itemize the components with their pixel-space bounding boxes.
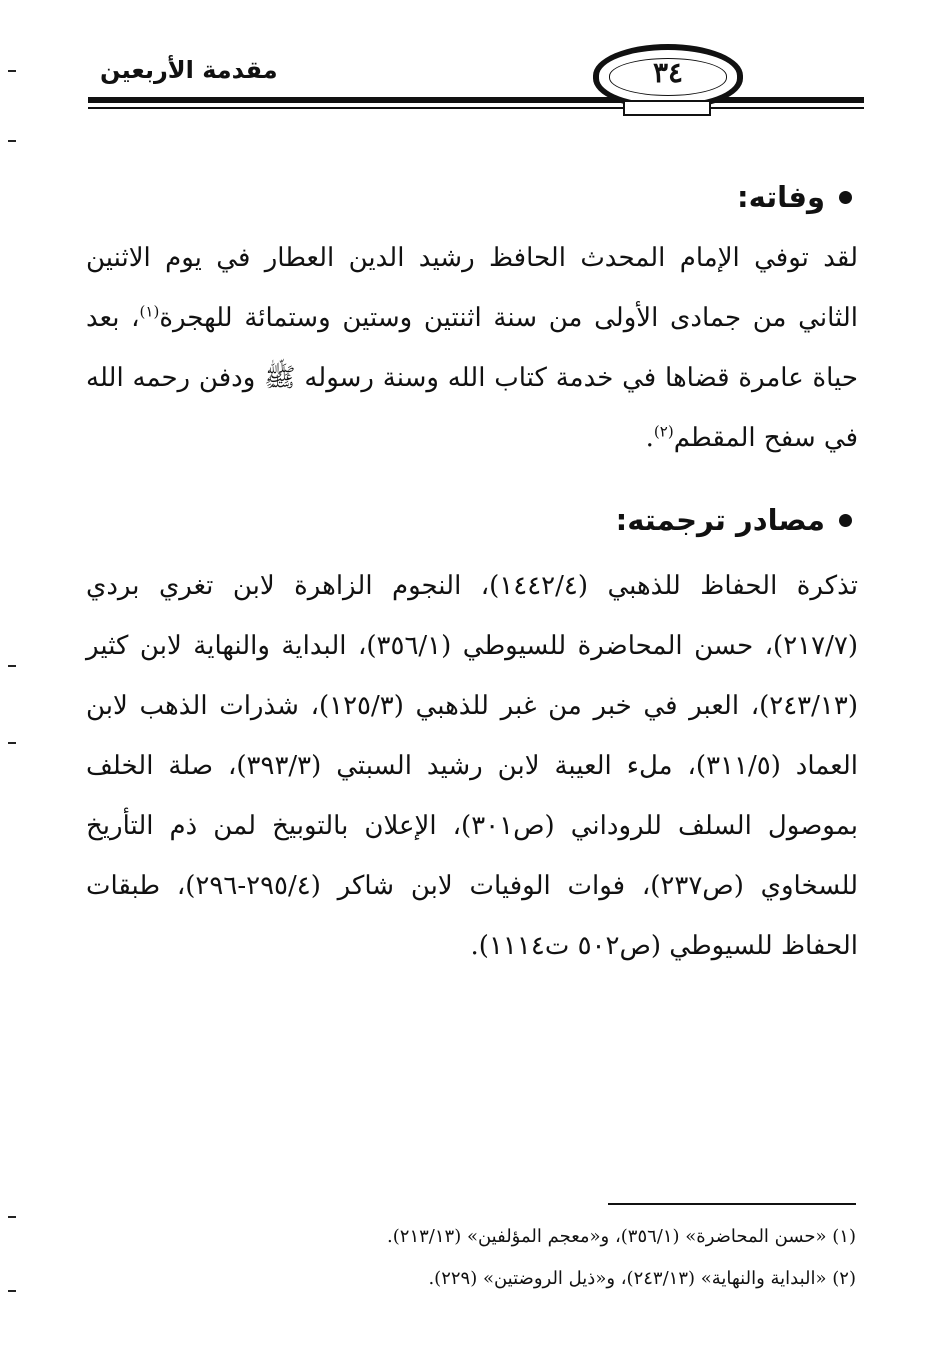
paragraph-text: . bbox=[645, 423, 654, 453]
footnote-ref[interactable]: (١) bbox=[139, 302, 160, 321]
section-heading-death bbox=[737, 180, 852, 214]
page-header bbox=[88, 42, 864, 122]
edge-mark bbox=[8, 1290, 16, 1292]
paragraph-text: تذكرة الحفاظ للذهبي (١٤٤٢/٤)، النجوم الزاهرة لابن تغري بردي (٢١٧/٧)، حسن المحاضرة للسيوطي (٣٥٦/١)، البداية والنهاية لابن كثير (٢٤٣/١٣)، العبر في خبر من غبر للذهبي (١٢٥/٣)، شذرات الذهب لابن العماد (٣١١/٥)، ملء العيبة لابن رشيد السبتي (٣٩٣/٣)، صلة الخلف بموصول السلف للروداني (ص٣٠١)، الإعلان بالتوبيخ لمن ذم التأريخ للسخاوي (ص٢٣٧)، فوات الوفيات لابن شاكر (٢٩٥/٤-٢٩٦)، طبقات الحفاظ للسيوطي (ص٥٠٢ ت١١١٤). bbox=[86, 571, 858, 961]
bullet-icon bbox=[839, 514, 852, 527]
paragraph-sources bbox=[86, 556, 858, 976]
edge-mark bbox=[8, 140, 16, 142]
page-number: ٣٤ bbox=[652, 56, 684, 89]
page-number-tab bbox=[623, 100, 711, 116]
paragraph-text: ، بعد حياة عامرة قضاها في خدمة كتاب الله وسنة رسوله ﷺ ودفن رحمه الله في سفح المقطم bbox=[86, 303, 858, 453]
header-rule-thin bbox=[88, 107, 864, 109]
paragraph-text: لقد توفي الإمام المحدث الحافظ رشيد الدين العطار في يوم الاثنين الثاني من جمادى الأولى من سنة اثنتين وستين وستمائة للهجرة bbox=[86, 243, 858, 333]
edge-mark bbox=[8, 70, 16, 72]
edge-mark bbox=[8, 1216, 16, 1218]
footnote-2: (٢) «البداية والنهاية» (٢٤٣/١٣)، و«ذيل الروضتين» (٢٢٩). bbox=[428, 1268, 856, 1289]
edge-mark bbox=[8, 665, 16, 667]
footnote-1: (١) «حسن المحاضرة» (٣٥٦/١)، و«معجم المؤلفين» (٢١٣/١٣). bbox=[387, 1226, 856, 1247]
section-heading-text: مصادر ترجمته: bbox=[615, 503, 825, 537]
bullet-icon bbox=[839, 191, 852, 204]
running-title: مقدمة الأربعين bbox=[100, 56, 278, 84]
section-heading-text: وفاته: bbox=[737, 180, 825, 214]
section-heading-sources bbox=[616, 503, 852, 537]
footnote-separator bbox=[608, 1203, 856, 1205]
paragraph-death bbox=[86, 228, 858, 468]
footnote-ref[interactable]: (٢) bbox=[653, 422, 674, 441]
header-rule-thick bbox=[88, 97, 864, 103]
edge-mark bbox=[8, 742, 16, 744]
